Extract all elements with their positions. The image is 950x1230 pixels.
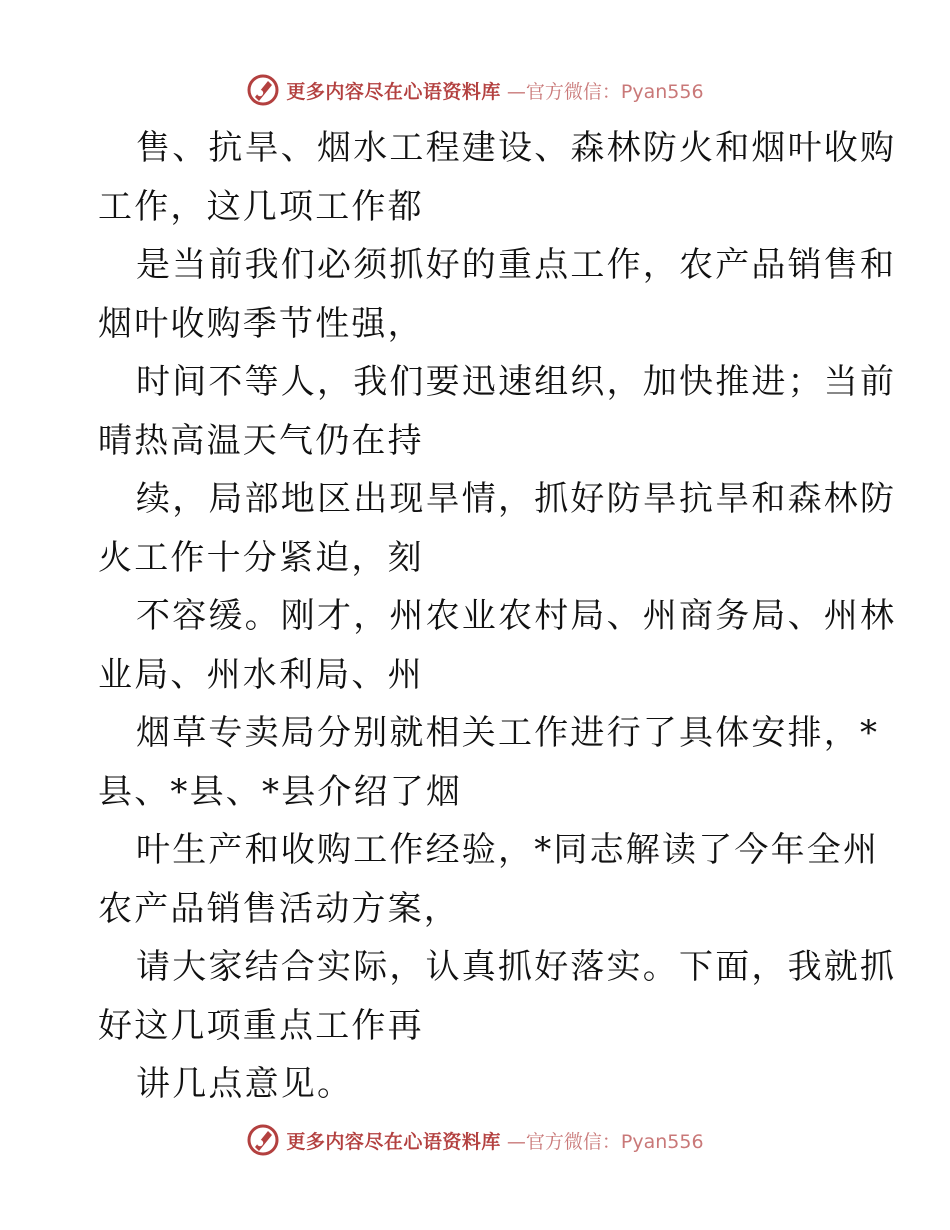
pen-heart-logo-icon	[246, 73, 280, 107]
body-line: 晴热高温天气仍在持	[98, 420, 424, 461]
header-contact-text: —官方微信：Pyan556	[506, 80, 704, 103]
body-line: 县、*县、*县介绍了烟	[98, 771, 463, 812]
footer-brand-text: 更多内容尽在心语资料库	[286, 1130, 501, 1153]
body-line: 业局、州水利局、州	[98, 654, 424, 695]
body-line: 农产品销售活动方案，	[98, 888, 460, 929]
pen-heart-logo-icon	[246, 1123, 280, 1157]
body-line: 烟叶收购季节性强，	[98, 303, 424, 344]
footer-contact-text: —官方微信：Pyan556	[506, 1130, 704, 1153]
body-line: 不容缓。刚才，州农业农村局、州商务局、州林	[136, 596, 897, 636]
body-line: 火工作十分紧迫，刻	[98, 537, 424, 578]
body-line: 售、抗旱、烟水工程建设、森林防火和烟叶收购	[136, 128, 897, 168]
body-line: 讲几点意见。	[136, 1064, 354, 1104]
body-line: 叶生产和收购工作经验，*同志解读了今年全州	[136, 830, 880, 870]
body-line: 工作，这几项工作都	[98, 186, 424, 227]
body-text	[98, 119, 897, 1114]
body-line: 请大家结合实际，认真抓好落实。下面，我就抓	[136, 947, 897, 987]
body-line: 续，局部地区出现旱情，抓好防旱抗旱和森林防	[136, 479, 897, 519]
body-line: 烟草专卖局分别就相关工作进行了具体安排，*	[136, 713, 880, 753]
header-watermark-banner	[0, 70, 950, 110]
body-line: 时间不等人，我们要迅速组织，加快推进；当前	[136, 362, 897, 402]
body-line: 好这几项重点工作再	[98, 1005, 424, 1046]
header-brand-text: 更多内容尽在心语资料库	[286, 80, 501, 103]
body-line: 是当前我们必须抓好的重点工作，农产品销售和	[136, 245, 897, 285]
footer-watermark-banner	[0, 1120, 950, 1160]
